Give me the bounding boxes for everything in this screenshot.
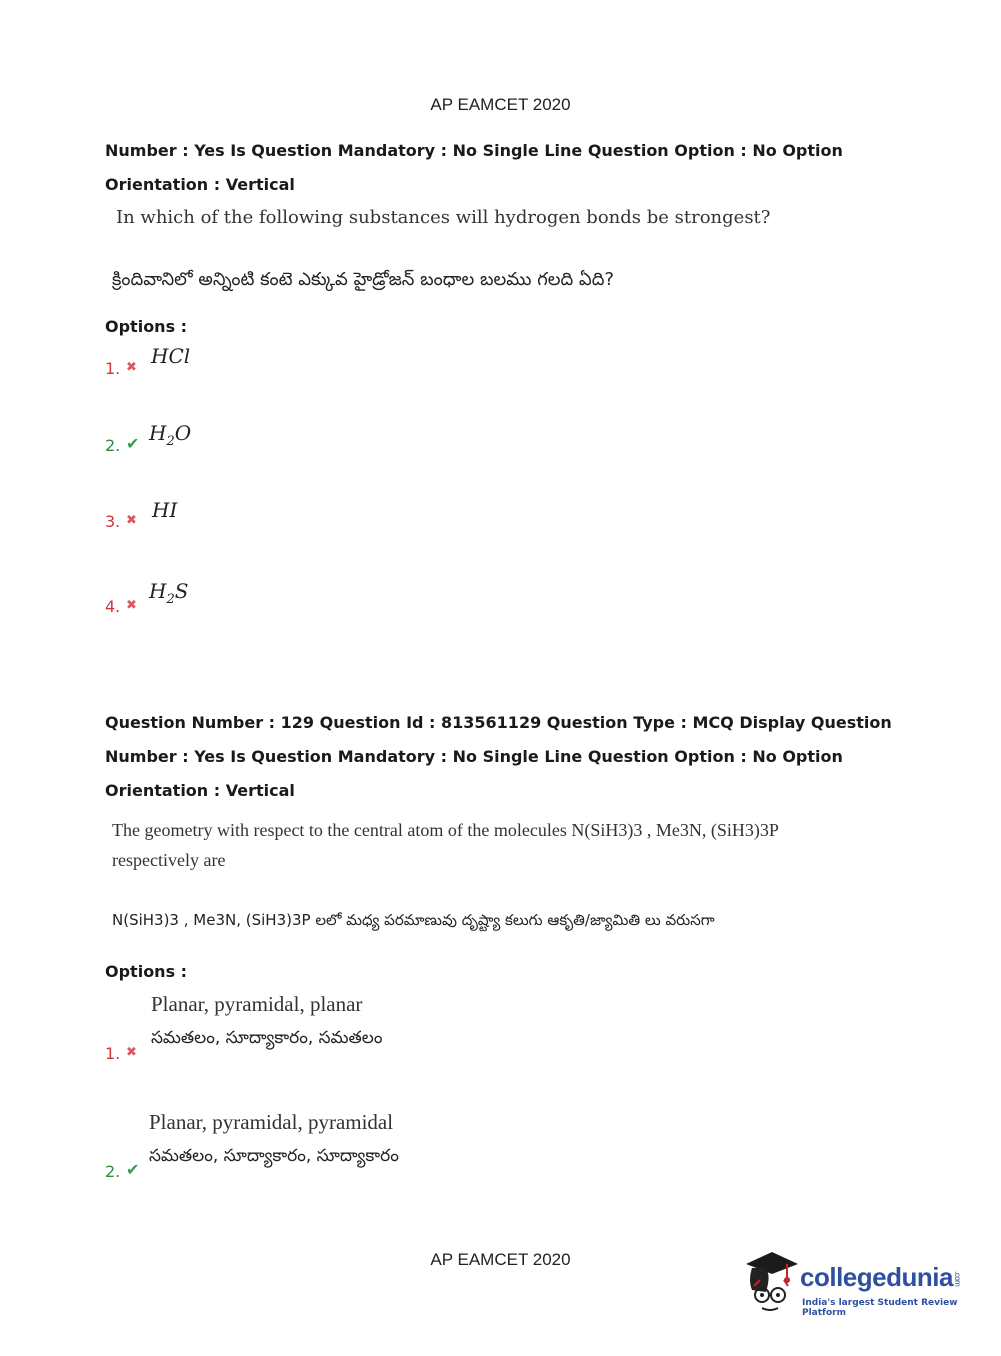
wrong-mark-icon: ✖ (126, 513, 137, 528)
q128-question-english: In which of the following substances will hydrogen bonds be strongest? (116, 207, 771, 228)
brand-name: collegedunia.com (800, 1262, 962, 1292)
q129-meta-line-3: Orientation : Vertical (105, 781, 295, 800)
option-number: 3. (105, 512, 121, 531)
q129-meta-line-1: Question Number : 129 Question Id : 813561129 Question Type : MCQ Display Question (105, 713, 892, 732)
page-footer-title: AP EAMCET 2020 (430, 1250, 571, 1269)
wrong-mark-icon: ✖ (126, 360, 137, 375)
option-text-english: Planar, pyramidal, planar (151, 992, 363, 1016)
q129-question-english-line-1: The geometry with respect to the central atom of the molecules N(SiH3)3 , Me3N, (SiH3)3P (112, 820, 779, 840)
q129-meta-line-2: Number : Yes Is Question Mandatory : No Single Line Question Option : No Option (105, 747, 843, 766)
mascot-icon (742, 1250, 800, 1316)
q129-question-english-line-2: respectively are (112, 850, 226, 870)
brand-tagline: India's largest Student Review Platform (802, 1298, 958, 1318)
wrong-mark-icon: ✖ (126, 598, 137, 613)
option-number: 2. (105, 436, 121, 455)
option-formula: HCl (151, 344, 191, 368)
option-number: 1. (105, 1044, 121, 1063)
correct-check-icon: ✔ (126, 434, 140, 453)
q128-meta-line-2: Orientation : Vertical (105, 175, 295, 194)
wrong-mark-icon: ✖ (126, 1045, 137, 1060)
q128-meta-line-1: Number : Yes Is Question Mandatory : No Single Line Question Option : No Option (105, 141, 843, 160)
option-formula: HI (152, 498, 178, 522)
collegedunia-logo[interactable] (742, 1250, 972, 1320)
option-formula: $H_2S$ (149, 579, 189, 607)
option-text-telugu: సమతలం, సూద్యాకారం, సూద్యాకారం (149, 1146, 399, 1166)
q128-options-label: Options : (105, 317, 188, 336)
option-number: 1. (105, 359, 121, 378)
option-number: 4. (105, 597, 121, 616)
option-text-telugu: సమతలం, సూద్యాకారం, సమతలం (151, 1028, 383, 1048)
q128-question-telugu: క్రిందివానిలో అన్నింటి కంటె ఎక్కువ హైడ్రోజన్ బంధాల బలము గలది ఏది? (112, 269, 614, 290)
option-formula: $H_2O$ (149, 421, 192, 449)
option-text-english: Planar, pyramidal, pyramidal (149, 1110, 394, 1134)
q129-options-label: Options : (105, 962, 188, 981)
page-header-title: AP EAMCET 2020 (430, 95, 571, 114)
q129-question-telugu: N(SiH3)3 , Me3N, (SiH3)3P లలో మధ్య పరమాణువు దృష్ట్యా కలుగు ఆకృతి/జ్యామితి లు వరుసగా (112, 911, 715, 929)
correct-check-icon: ✔ (126, 1160, 140, 1179)
option-number: 2. (105, 1162, 121, 1181)
